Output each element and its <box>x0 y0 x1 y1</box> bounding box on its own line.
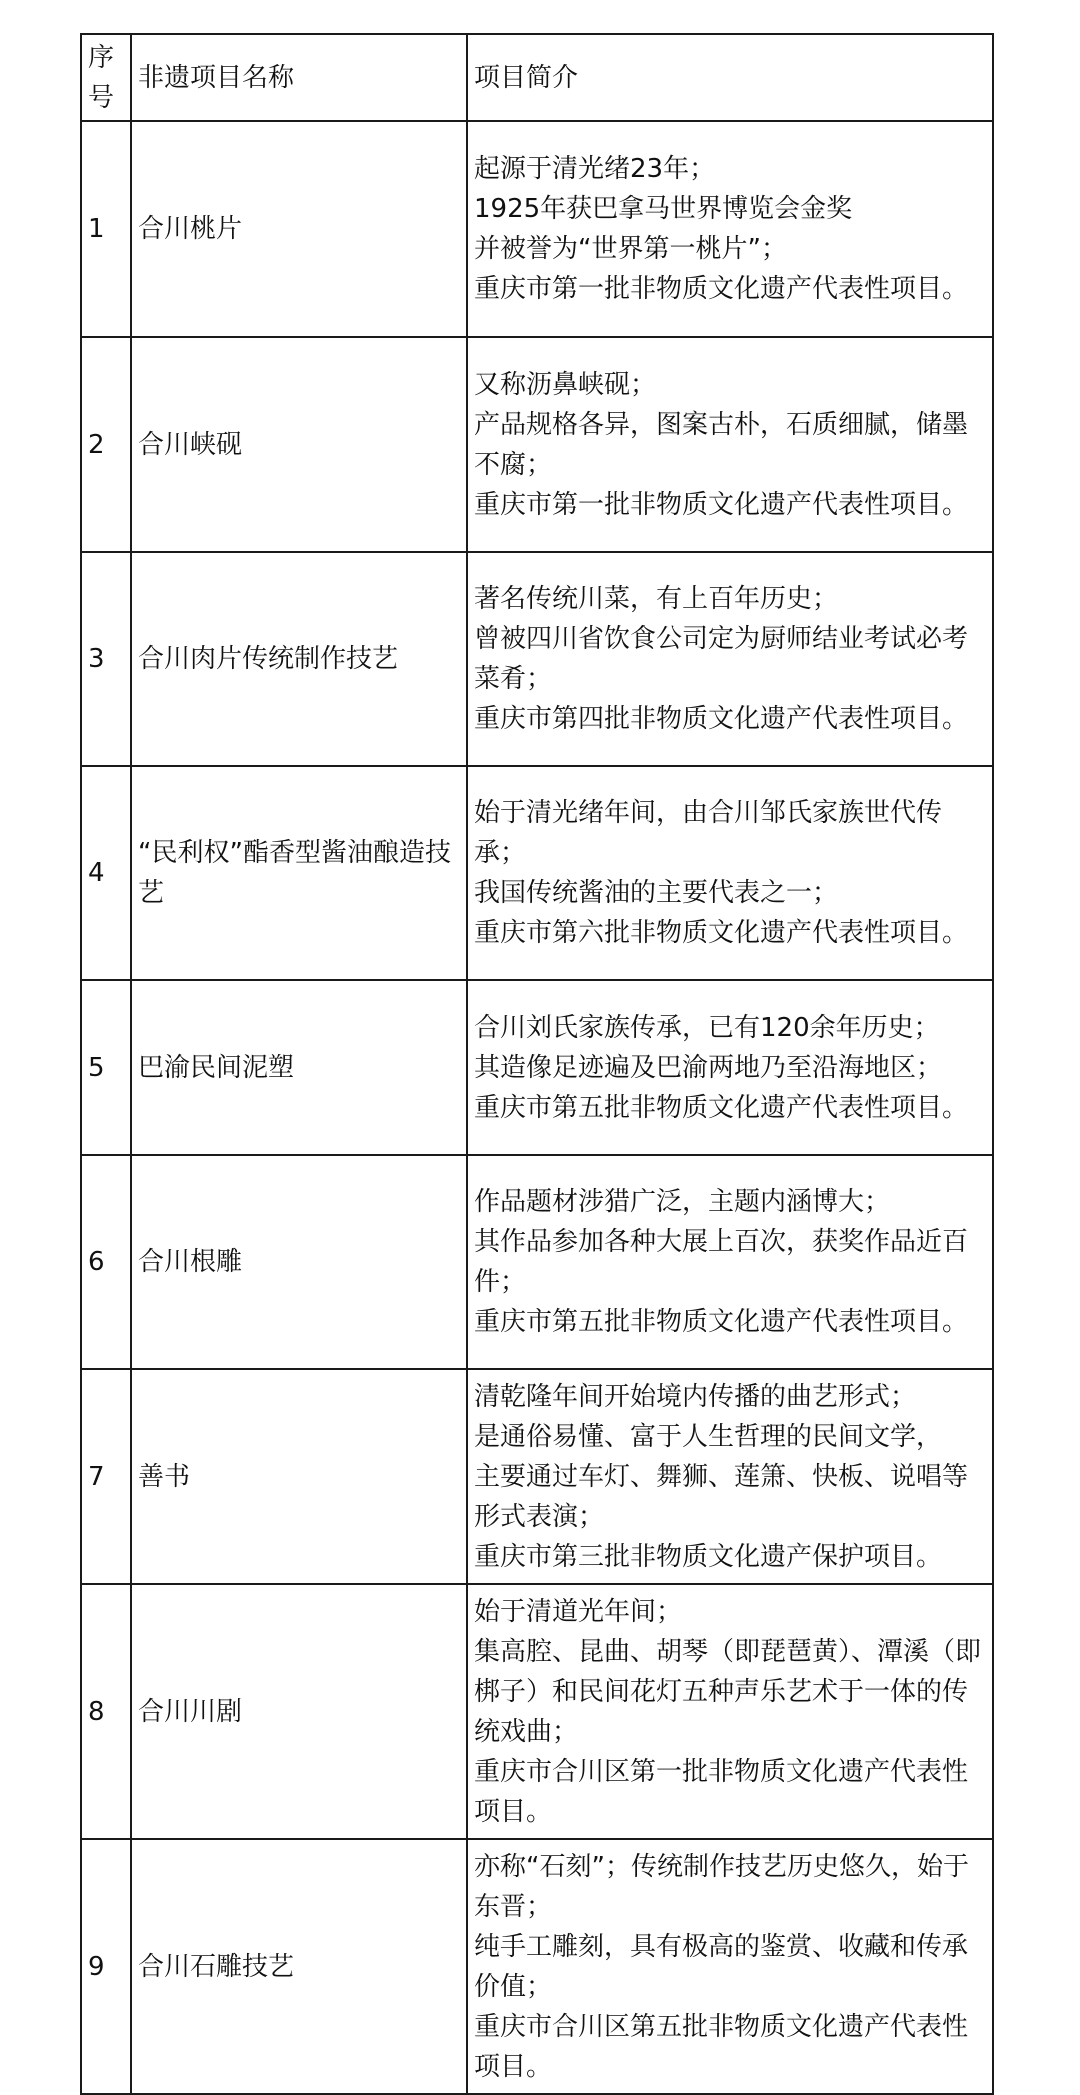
row-name-cell: 合川肉片传统制作技艺 <box>131 552 467 766</box>
table-row <box>81 1155 993 1369</box>
row-index-cell: 6 <box>81 1155 131 1369</box>
heritage-table <box>80 33 994 2095</box>
description-line: 是通俗易懂、富于人生哲理的民间文学， <box>474 1421 943 1452</box>
row-description-cell <box>467 766 993 980</box>
description-line: 集高腔、昆曲、胡琴（即琵琶黄）、潭溪（即梆子）和民间花灯五种声乐艺术于一体的传统戏曲； <box>474 1636 982 1747</box>
description-line: 始于清光绪年间，由合川邹氏家族世代传承； <box>474 798 943 868</box>
description-line: 重庆市合川区第五批非物质文化遗产代表性项目。 <box>474 2011 969 2082</box>
description-line: 著名传统川菜，有上百年历史； <box>474 584 839 614</box>
row-description-cell <box>467 980 993 1155</box>
table-row <box>81 980 993 1155</box>
table-row <box>81 766 993 980</box>
description-line: 我国传统酱油的主要代表之一； <box>474 878 839 908</box>
row-description-cell <box>467 552 993 766</box>
description-line: 重庆市合川区第一批非物质文化遗产代表性项目。 <box>474 1756 969 1827</box>
row-description-cell <box>467 121 993 337</box>
row-description-cell <box>467 1369 993 1584</box>
header-description-cell: 项目简介 <box>467 34 993 121</box>
description-line: 其造像足迹遍及巴渝两地乃至沿海地区； <box>474 1052 943 1083</box>
description-line: 重庆市第五批非物质文化遗产代表性项目。 <box>474 1307 969 1337</box>
table-row <box>81 1369 993 1584</box>
table-header-row <box>81 34 993 121</box>
row-name-cell: 合川桃片 <box>131 121 467 337</box>
description-line: 亦称“石刻”；传统制作技艺历史悠久，始于东晋； <box>474 1851 969 1922</box>
table-row <box>81 552 993 766</box>
row-name-cell: 合川石雕技艺 <box>131 1839 467 2094</box>
row-description-cell <box>467 337 993 552</box>
table-row <box>81 121 993 337</box>
description-line: 重庆市第三批非物质文化遗产保护项目。 <box>474 1541 943 1572</box>
row-index-cell: 5 <box>81 980 131 1155</box>
row-name-cell: 善书 <box>131 1369 467 1584</box>
description-line: 主要通过车灯、舞狮、莲箫、快板、说唱等形式表演； <box>474 1461 969 1532</box>
description-line: 重庆市第一批非物质文化遗产代表性项目。 <box>474 489 969 520</box>
table-row <box>81 1584 993 1839</box>
header-name-cell: 非遗项目名称 <box>131 34 467 121</box>
description-line: 曾被四川省饮食公司定为厨师结业考试必考菜肴； <box>474 624 969 694</box>
row-index-cell: 9 <box>81 1839 131 2094</box>
row-description-cell <box>467 1839 993 2094</box>
row-index-cell: 1 <box>81 121 131 337</box>
description-line: 其作品参加各种大展上百次，获奖作品近百件； <box>474 1227 969 1297</box>
row-index-cell: 3 <box>81 552 131 766</box>
description-line: 始于清道光年间； <box>474 1596 683 1627</box>
row-index-cell: 2 <box>81 337 131 552</box>
description-line: 作品题材涉猎广泛，主题内涵博大； <box>474 1187 891 1217</box>
row-name-cell: 合川川剧 <box>131 1584 467 1839</box>
description-line: 1925年获巴拿马世界博览会金奖 <box>474 194 853 224</box>
description-line: 重庆市第一批非物质文化遗产代表性项目。 <box>474 274 969 304</box>
row-name-cell: 合川峡砚 <box>131 337 467 552</box>
row-index-cell: 7 <box>81 1369 131 1584</box>
description-line: 重庆市第四批非物质文化遗产代表性项目。 <box>474 704 969 734</box>
description-line: 重庆市第六批非物质文化遗产代表性项目。 <box>474 918 969 948</box>
description-line: 纯手工雕刻，具有极高的鉴赏、收藏和传承价值； <box>474 1931 969 2002</box>
description-line: 起源于清光绪23年； <box>474 154 716 184</box>
description-line: 又称沥鼻峡砚； <box>474 369 657 400</box>
row-name-cell: 合川根雕 <box>131 1155 467 1369</box>
description-line: 合川刘氏家族传承，已有120余年历史； <box>474 1012 940 1043</box>
row-index-cell: 8 <box>81 1584 131 1839</box>
row-description-cell <box>467 1155 993 1369</box>
description-line: 重庆市第五批非物质文化遗产代表性项目。 <box>474 1092 969 1123</box>
header-index-cell: 序号 <box>81 34 131 121</box>
description-line: 产品规格各异，图案古朴，石质细腻，储墨不腐； <box>474 409 969 480</box>
table-row <box>81 337 993 552</box>
row-description-cell <box>467 1584 993 1839</box>
row-name-cell: 巴渝民间泥塑 <box>131 980 467 1155</box>
row-name-cell: “民利权”酯香型酱油酿造技艺 <box>131 766 467 980</box>
table-row <box>81 1839 993 2094</box>
row-index-cell: 4 <box>81 766 131 980</box>
description-line: 并被誉为“世界第一桃片”； <box>474 234 787 264</box>
description-line: 清乾隆年间开始境内传播的曲艺形式； <box>474 1381 917 1412</box>
